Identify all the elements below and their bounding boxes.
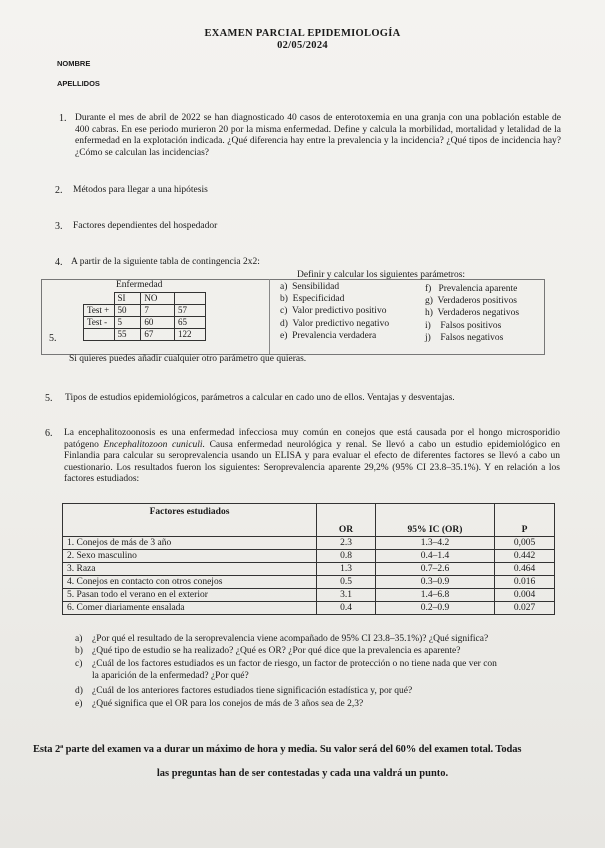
param-item: e) Prevalencia verdadera [280,330,377,341]
table-row: 1. Conejos de más de 3 año 2.3 1.3–4.2 0,005 [63,537,555,550]
table-row: 55 67 122 [84,329,206,341]
subq-d-letter: d) [75,686,83,696]
q2-number: 2. [55,185,63,196]
header-p: P [495,504,555,537]
q6-number: 6. [45,428,53,439]
subq-d-text: ¿Cuál de los anteriores factores estudiados tiene significación estadística y, por qué? [92,686,413,696]
footer-line-1: Esta 2ª parte del examen va a durar un máximo de hora y media. Su valor será del 60% del examen total. Todas [33,744,522,755]
contingency-caption: Enfermedad [116,280,163,290]
corner-cell [84,293,115,305]
col-si: SI [114,293,141,305]
q6-text: La encephalitozoonosis es una enfermedad infecciosa muy común en conejos que está causada por el hongo microsporidio patógeno Encephalitozoon cuniculi. Causa enfermedad neurológica y renal. Se llevó a cabo un estudio epidemiológico en Finlandia para calcular su seroprevalencia usando un ELISA y para evaluar el efecto de diferentes factores se llevó a cabo un cuestionario. Los resultados fueron los siguientes: Seroprevalencia aparente 29,2% (95% CI 23.8–35.1%). Y en relación a los factores estudiados: [64,428,561,485]
param-item: g) Verdaderos positivos [425,296,517,307]
table-row: Test - 5 60 65 [84,317,206,329]
subq-c-text: ¿Cuál de los factores estudiados es un factor de riesgo, un factor de protección o no tiene nada que ver con [92,659,497,669]
param-item: i) Falsos positivos [425,320,502,331]
subq-b-letter: b) [75,646,83,656]
subq-e-letter: e) [75,699,83,709]
params-right [425,283,519,344]
apellidos-label: APELLIDOS [57,79,100,88]
table-row: 2. Sexo masculino 0.8 0.4–1.4 0.442 [63,550,555,563]
footer-line-2: las preguntas han de ser contestadas y cada una valdrá un punto. [156,768,449,779]
q4-instruction: Definir y calcular los siguientes parámetros: [297,270,466,280]
q4-note: Si quieres puedes añadir cualquier otro parámetro que quieras. [69,354,307,364]
table-row: 5. Pasan todo el verano en el exterior 3.1 1.4–6.8 0.004 [63,589,555,602]
exam-title: EXAMEN PARCIAL EPIDEMIOLOGÍA [204,28,401,39]
box-divider [269,279,270,354]
q4-number: 4. [55,257,63,268]
params-left [280,281,389,342]
nombre-label: NOMBRE [57,59,91,68]
param-item: b) Especificidad [280,294,345,305]
subq-c-text-2: la aparición de la enfermedad? ¿Por qué? [92,671,249,681]
q1-text: Durante el mes de abril de 2022 se han diagnosticado 40 casos de enterotoxemia en una granja con una población estable de 400 cabras. En ese periodo murieron 20 por la misma enfermedad. Define y calcula la morbilidad, mortalidad y letalidad de la enfermedad en la explotación indicada. ¿Qué diferencia hay entre la prevalencia y la incidencia? ¿Qué tipos de incidencia hay? ¿Cómo se calculan las incidencias? [75,113,561,158]
subq-a-letter: a) [75,634,83,644]
species-name: Encephalitozoon cuniculi. [103,439,205,450]
param-item: c) Valor predictivo positivo [280,306,387,317]
subq-e-text: ¿Qué significa que el OR para los conejos de más de 3 años sea de 2,3? [92,699,364,709]
header-ic: 95% IC (OR) [376,504,495,537]
col-total [175,293,206,305]
q2-text: Métodos para llegar a una hipótesis [73,185,208,195]
table-row: 4. Conejos en contacto con otros conejos 0.5 0.3–0.9 0.016 [63,576,555,589]
q3-text: Factores dependientes del hospedador [73,221,218,231]
table-row: 3. Raza 1.3 0.7–2.6 0.464 [63,563,555,576]
header-or: OR [317,504,376,537]
box-number: 5. [49,333,57,344]
subq-b-text: ¿Qué tipo de estudio se ha realizado? ¿Qué es OR? ¿Por qué dice que la prevalencia es aparente? [92,646,461,656]
q3-number: 3. [55,221,63,232]
header-factors: Factores estudiados [63,504,317,537]
factors-table [62,503,555,615]
q1-number: 1. [59,113,67,124]
q5-number: 5. [45,393,53,404]
param-item: h) Verdaderos negativos [425,308,520,319]
param-item: d) Valor predictivo negativo [280,318,390,329]
subq-a-text: ¿Por qué el resultado de la seroprevalencia viene acompañado de 95% CI 23.8–35.1%)? ¿Qué significa? [92,634,489,644]
param-item: a) Sensibilidad [280,282,340,292]
contingency-table [83,292,206,341]
q5-text: Tipos de estudios epidemiológicos, parámetros a calcular en cado uno de ellos. Ventajas y desventajas. [65,393,455,403]
subq-c-letter: c) [75,659,83,669]
q4-text: A partir de la siguiente tabla de contingencia 2x2: [71,257,260,267]
table-row: 6. Comer diariamente ensalada 0.4 0.2–0.9 0.027 [63,602,555,615]
col-no: NO [141,293,175,305]
param-item: f) Prevalencia aparente [425,284,518,294]
exam-date: 02/05/2024 [277,40,328,51]
table-row: Test + 50 7 57 [84,305,206,317]
param-item: j) Falsos negativos [425,332,504,343]
